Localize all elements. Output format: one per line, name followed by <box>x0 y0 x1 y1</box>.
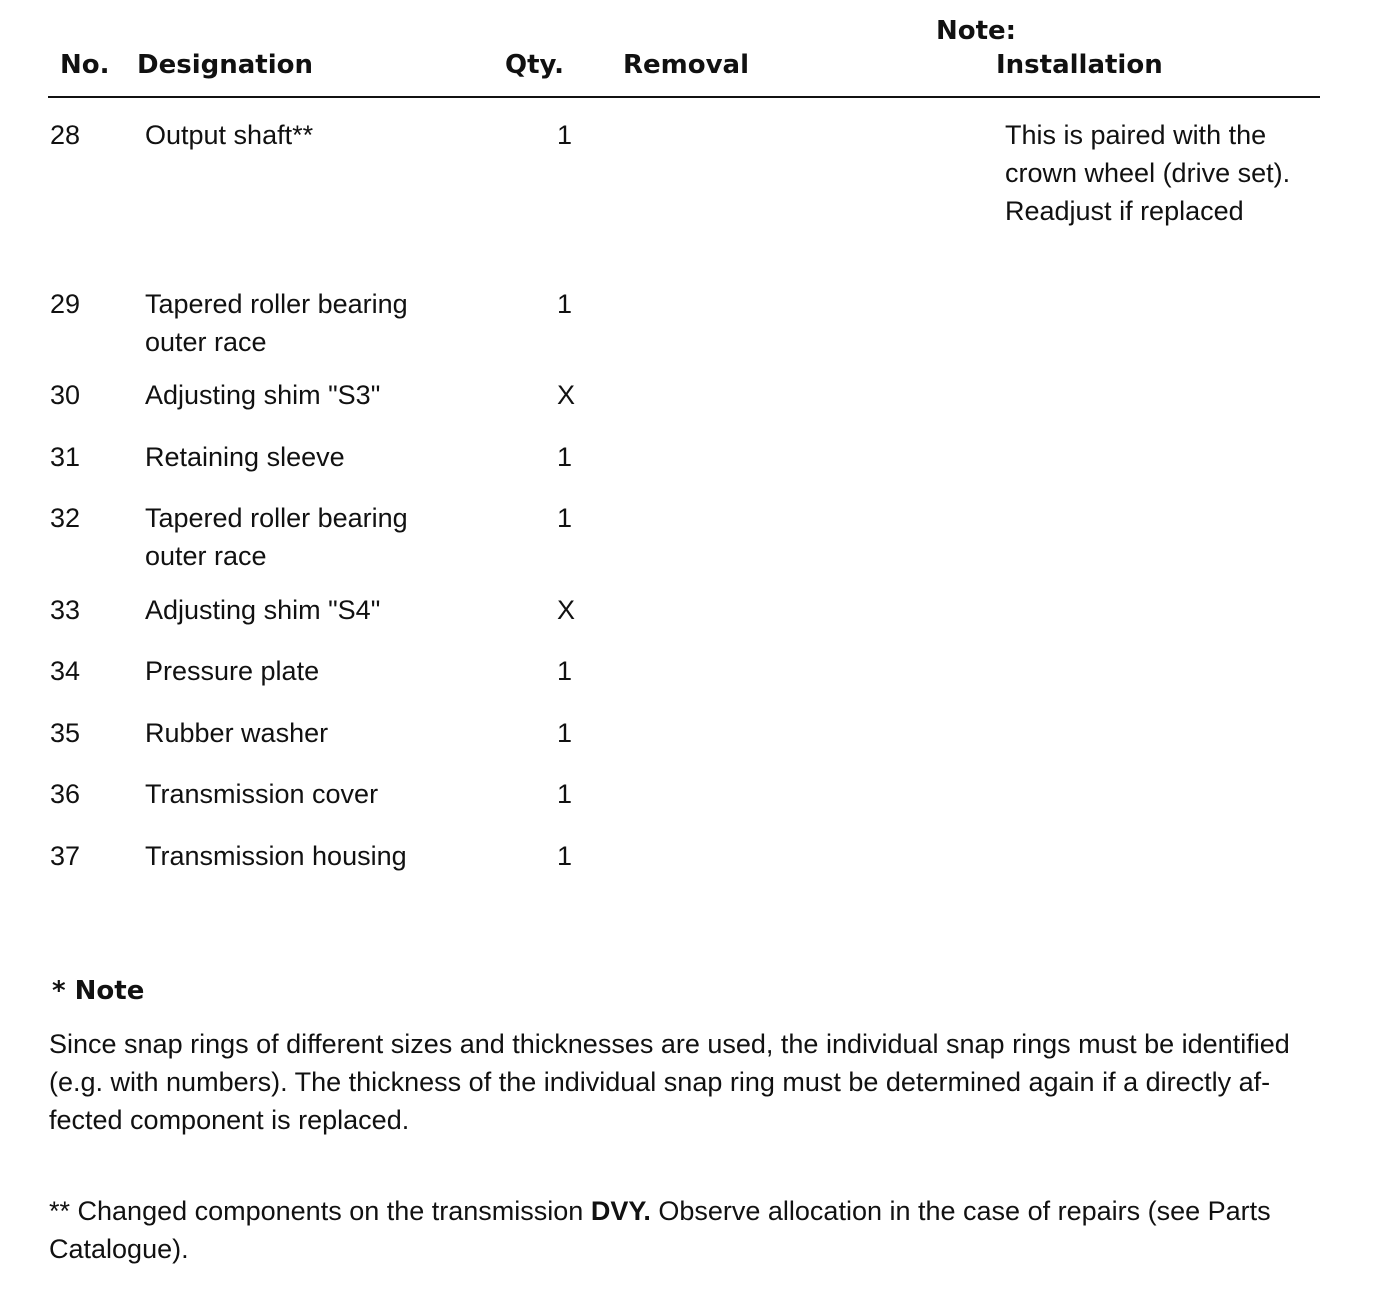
row-qty: 1 <box>557 503 573 533</box>
row-qty: 1 <box>557 120 573 150</box>
header-no: No. <box>60 50 110 80</box>
row-no: 36 <box>50 779 81 809</box>
row-no: 34 <box>50 656 81 686</box>
row-qty: 1 <box>557 289 573 319</box>
header-qty: Qty. <box>505 50 564 80</box>
row-no: 37 <box>50 841 81 871</box>
row-designation: Tapered roller bearing outer race <box>145 289 408 357</box>
footnote-suffix: Observe allocation in the case of repairs (see Parts Catalogue). <box>49 1196 1271 1264</box>
row-qty: 1 <box>557 779 573 809</box>
footnote-text <box>49 1192 1299 1268</box>
footnote-prefix: ** Changed components on the transmission <box>49 1196 591 1226</box>
row-no: 32 <box>50 503 81 533</box>
row-designation: Adjusting shim "S3" <box>145 380 381 410</box>
row-designation: Adjusting shim "S4" <box>145 595 381 625</box>
row-no: 35 <box>50 718 81 748</box>
row-no: 29 <box>50 289 81 319</box>
row-no: 28 <box>50 120 81 150</box>
row-qty: X <box>557 595 576 625</box>
row-designation: Rubber washer <box>145 718 329 748</box>
header-rule <box>48 96 1320 98</box>
header-removal: Removal <box>623 50 750 80</box>
row-designation: Transmission housing <box>145 841 407 871</box>
row-designation: Tapered roller bearing outer race <box>145 503 408 571</box>
row-designation: Pressure plate <box>145 656 320 686</box>
row-qty: 1 <box>557 841 573 871</box>
footnote-transmission-code: DVY. <box>590 1196 651 1226</box>
row-qty: 1 <box>557 442 573 472</box>
header-installation: Installation <box>996 50 1163 80</box>
row-qty: 1 <box>557 656 573 686</box>
row-qty: 1 <box>557 718 573 748</box>
row-no: 31 <box>50 442 81 472</box>
row-installation-note: This is paired with the crown wheel (drive set). Readjust if replaced <box>1005 120 1291 226</box>
note-heading: * Note <box>52 976 145 1006</box>
row-designation: Retaining sleeve <box>145 442 345 472</box>
row-qty: X <box>557 380 576 410</box>
note-text: Since snap rings of different sizes and thicknesses are used, the individual snap rings must be identified (e.g. with numbers). The thickness of the individual snap ring must be determined again if a directly af-fected component is replaced. <box>49 1029 1290 1135</box>
row-no: 30 <box>50 380 81 410</box>
header-note: Note: <box>936 16 1017 46</box>
row-designation: Transmission cover <box>145 779 379 809</box>
row-no: 33 <box>50 595 81 625</box>
row-designation: Output shaft** <box>145 120 314 150</box>
header-designation: Designation <box>137 50 313 80</box>
